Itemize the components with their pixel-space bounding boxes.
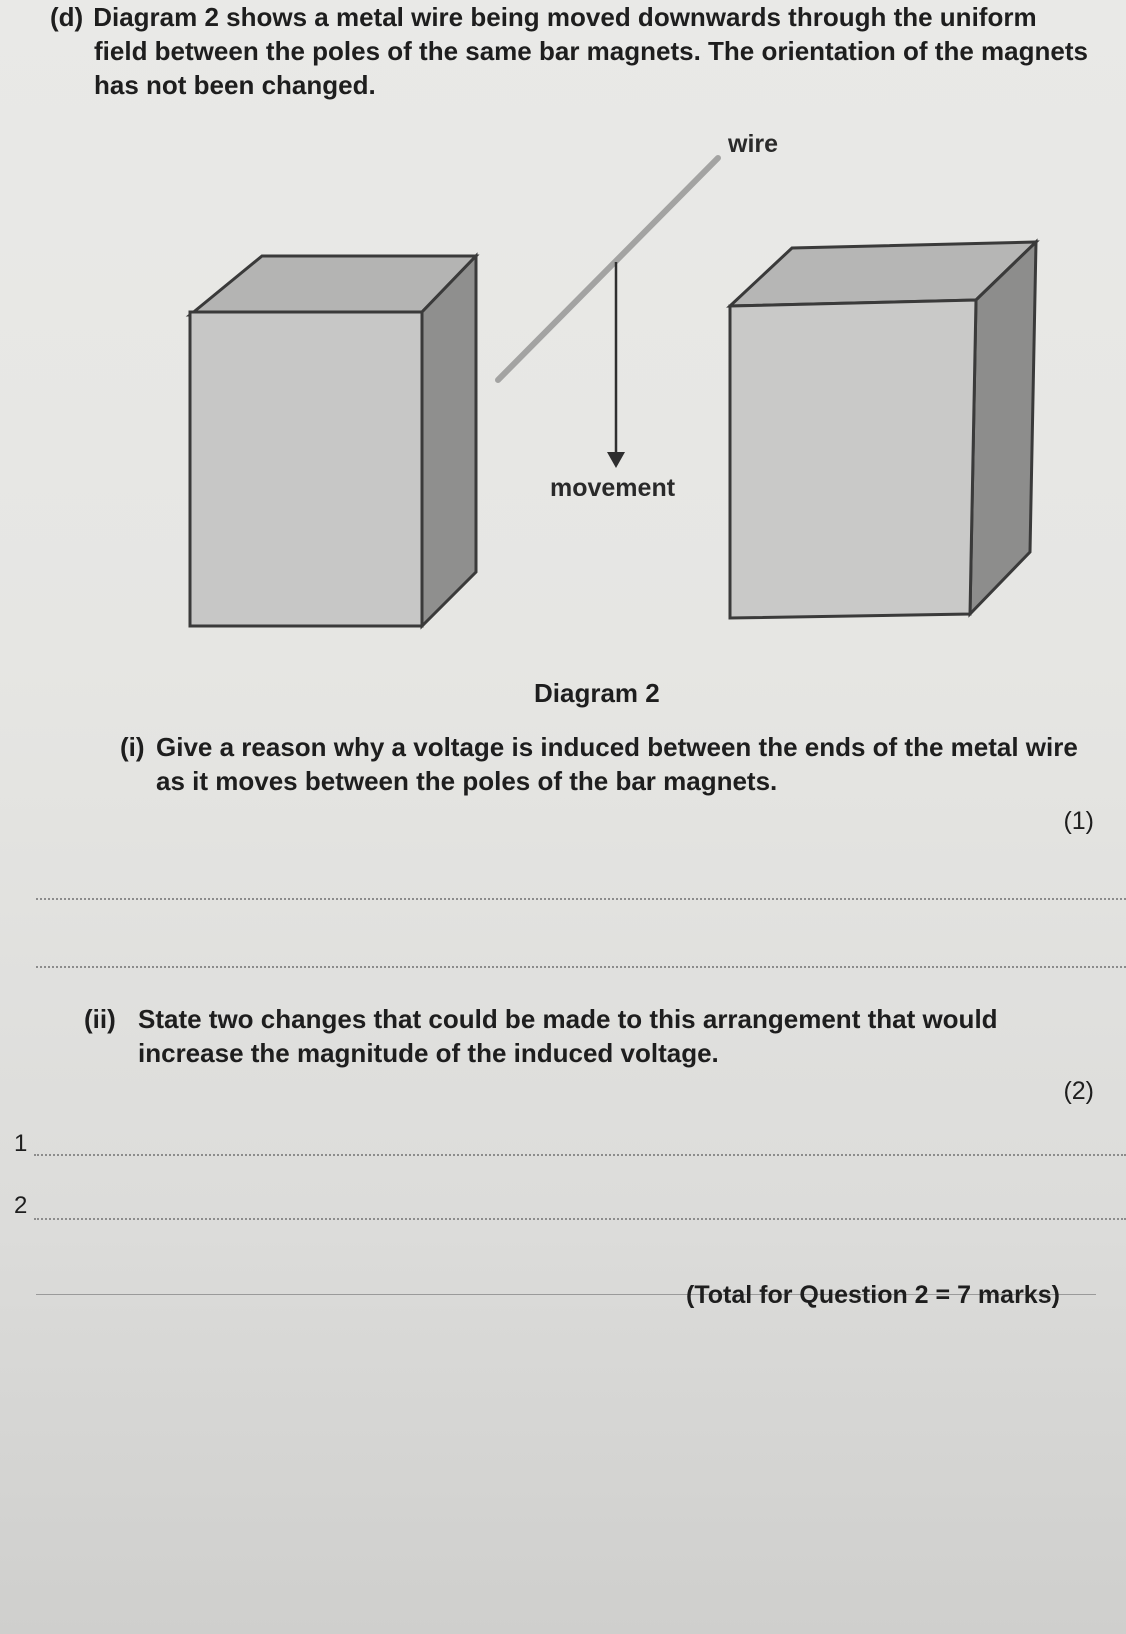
part-i-number: (i) <box>120 732 145 762</box>
part-ii-question <box>84 1002 1084 1070</box>
total-marks: (Total for Question 2 = 7 marks) <box>686 1281 1060 1309</box>
part-ii-marks: (2) <box>1063 1077 1094 1105</box>
answer-line-i-2[interactable] <box>36 966 1126 968</box>
part-ii-number: (ii) <box>84 1004 116 1034</box>
part-i-question <box>120 730 1080 798</box>
left-magnet-front <box>190 312 422 626</box>
answer-line-ii-2[interactable] <box>34 1218 1126 1220</box>
diagram-caption: Diagram 2 <box>534 678 660 708</box>
right-magnet-side <box>970 242 1036 614</box>
diagram-2 <box>0 0 1126 720</box>
answer-line-i-1[interactable] <box>36 898 1126 900</box>
question-label: (d) <box>50 2 84 32</box>
answer-line-ii-1[interactable] <box>34 1154 1126 1156</box>
wire-label: wire <box>728 130 779 158</box>
movement-arrow-head <box>607 452 625 468</box>
part-i-marks: (1) <box>1063 807 1094 835</box>
intro-line-1: Diagram 2 shows a metal wire being moved downwards through the uniform <box>93 2 1037 32</box>
right-magnet-front <box>730 300 976 618</box>
answer-label-1: 1 <box>14 1130 28 1157</box>
left-magnet-side <box>422 256 476 626</box>
part-i-text: Give a reason why a voltage is induced between the ends of the metal wire as it moves between the poles of the bar magnets. <box>156 732 1078 796</box>
movement-label: movement <box>550 474 676 502</box>
right-magnet <box>730 242 1036 618</box>
metal-wire <box>498 158 718 380</box>
part-ii-text: State two changes that could be made to this arrangement that would increase the magnitude of the induced voltage. <box>138 1004 998 1068</box>
left-magnet <box>190 256 476 626</box>
intro-line-2: field between the poles of the same bar magnets. The orientation of the magnets <box>94 36 1088 66</box>
answer-label-2: 2 <box>14 1192 28 1219</box>
intro-line-3: has not been changed. <box>94 70 376 100</box>
